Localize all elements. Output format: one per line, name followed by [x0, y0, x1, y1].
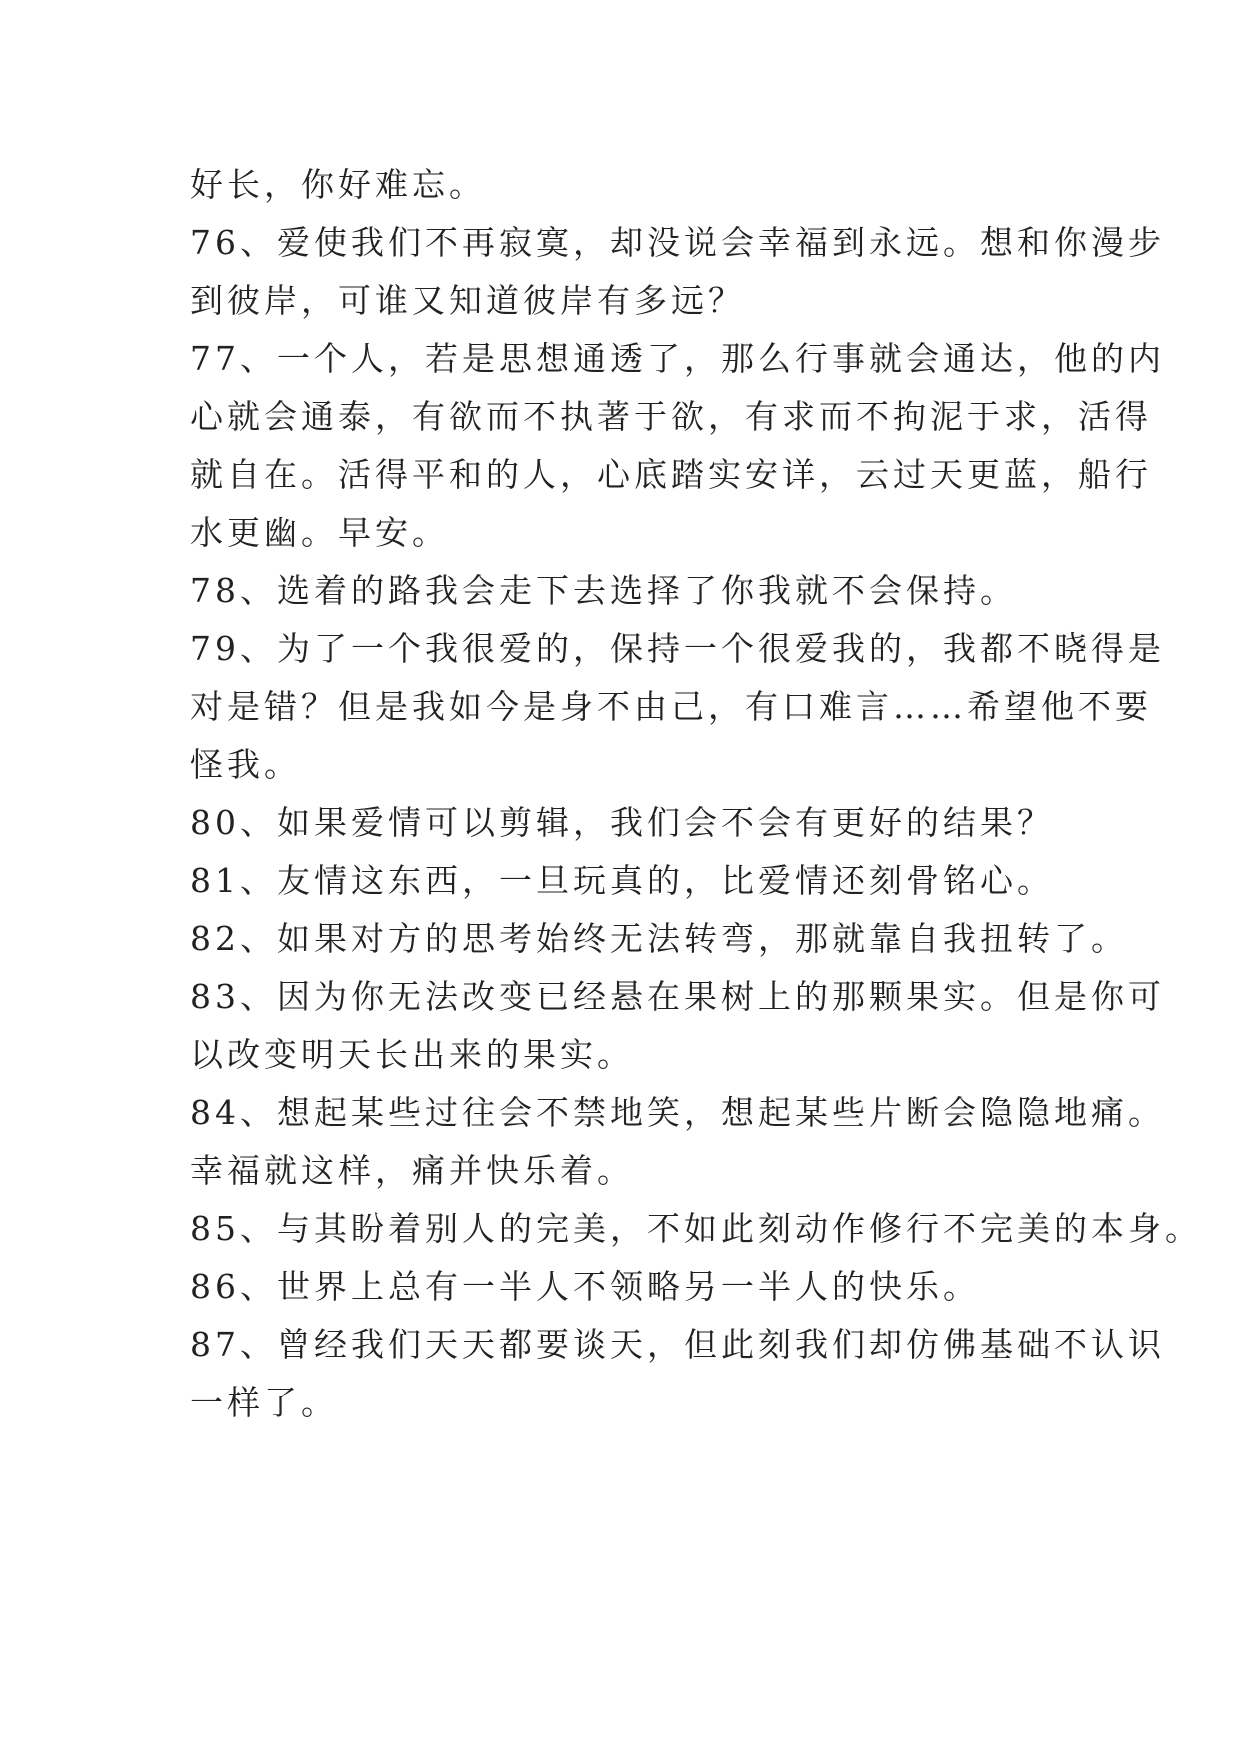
text-line: 87、曾经我们天天都要谈天，但此刻我们却仿佛基础不认识: [190, 1325, 1165, 1364]
text-line: 80、如果爱情可以剪辑，我们会不会有更好的结果？: [190, 803, 1054, 842]
text-line: 76、爱使我们不再寂寞，却没说会幸福到永远。想和你漫步: [190, 223, 1165, 262]
text-line: 好长，你好难忘。: [190, 165, 486, 204]
text-line: 怪我。: [190, 745, 301, 784]
text-line: 对是错？但是我如今是身不由己，有口难言……希望他不要: [190, 687, 1152, 726]
text-line: 82、如果对方的思考始终无法转弯，那就靠自我扭转了。: [190, 919, 1128, 958]
text-line: 77、一个人，若是思想通透了，那么行事就会通达，他的内: [190, 339, 1165, 378]
text-line: 以改变明天长出来的果实。: [190, 1035, 634, 1074]
text-line: 85、与其盼着别人的完美，不如此刻动作修行不完美的本身。: [190, 1209, 1202, 1248]
text-line: 86、世界上总有一半人不领略另一半人的快乐。: [190, 1267, 980, 1306]
text-line: 水更幽。早安。: [190, 513, 449, 552]
document-body: [190, 156, 1202, 1432]
text-line: 幸福就这样，痛并快乐着。: [190, 1151, 634, 1190]
text-line: 83、因为你无法改变已经悬在果树上的那颗果实。但是你可: [190, 977, 1165, 1016]
text-line: 81、友情这东西，一旦玩真的，比爱情还刻骨铭心。: [190, 861, 1054, 900]
text-line: 78、选着的路我会走下去选择了你我就不会保持。: [190, 571, 1017, 610]
text-line: 心就会通泰，有欲而不执著于欲，有求而不拘泥于求，活得: [190, 397, 1152, 436]
text-line: 到彼岸，可谁又知道彼岸有多远？: [190, 281, 745, 320]
text-line: 就自在。活得平和的人，心底踏实安详，云过天更蓝，船行: [190, 455, 1152, 494]
text-line: 84、想起某些过往会不禁地笑，想起某些片断会隐隐地痛。: [190, 1093, 1165, 1132]
text-line: 79、为了一个我很爱的，保持一个很爱我的，我都不晓得是: [190, 629, 1165, 668]
text-line: 一样了。: [190, 1383, 338, 1422]
